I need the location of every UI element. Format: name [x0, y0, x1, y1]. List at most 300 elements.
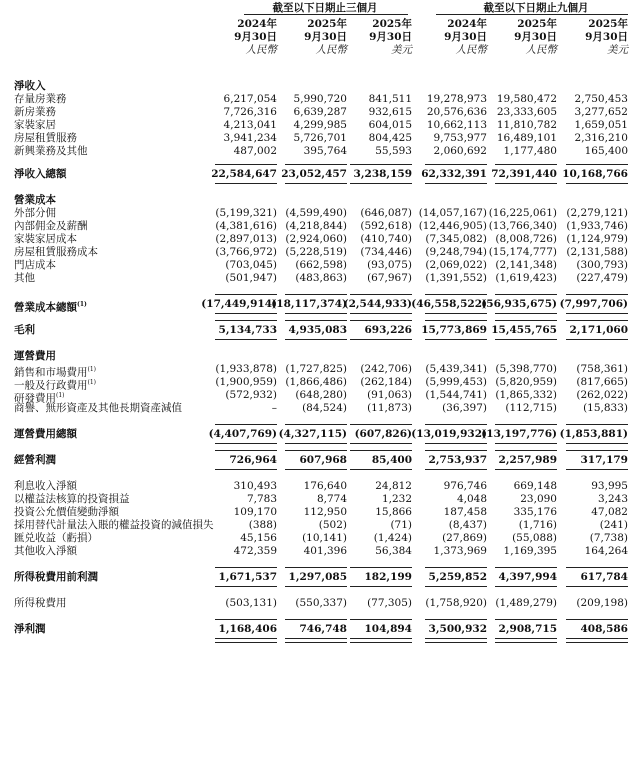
total-rule	[425, 443, 487, 444]
subtotal-rule	[495, 294, 557, 295]
cell-value: 932,615	[368, 106, 412, 118]
total-rule	[215, 183, 277, 184]
total-rule	[566, 469, 628, 470]
total-rule	[566, 586, 628, 587]
subtotal-rule	[350, 619, 412, 620]
cell-value: 7,783	[246, 493, 277, 505]
cell-value: (77,305)	[367, 597, 412, 609]
subtotal-rule	[215, 294, 277, 295]
cell-value: 804,425	[368, 132, 412, 144]
cell-value: (8,008,726)	[495, 233, 557, 245]
total-rule	[285, 443, 347, 444]
table-row	[0, 545, 640, 558]
table-row	[0, 233, 640, 246]
cell-value: (388)	[248, 519, 277, 531]
cell-value: (262,022)	[576, 389, 628, 401]
subtotal-rule	[566, 320, 628, 321]
cell-value: 85,400	[371, 454, 412, 466]
total-rule	[566, 183, 628, 184]
column-date: 9月30日	[234, 31, 277, 43]
cell-value: (1,866,486)	[285, 376, 347, 388]
cell-value: 2,060,692	[433, 145, 487, 157]
cell-value: (15,833)	[583, 402, 628, 414]
total-rule	[495, 339, 557, 340]
group-header-nine-months: 截至以下日期止九個月	[483, 2, 589, 14]
cell-value: 22,584,647	[211, 168, 277, 180]
table-row	[0, 532, 640, 545]
cell-value: 182,199	[364, 571, 412, 583]
row-label: 採用替代計量法入賬的權益投資的減值損失	[14, 519, 214, 531]
cell-value: 5,726,701	[293, 132, 347, 144]
subtotal-rule	[285, 619, 347, 620]
cell-value: (2,544,933)	[343, 298, 412, 310]
subtotal-rule	[285, 164, 347, 165]
subtotal-rule	[215, 619, 277, 620]
cell-value: (662,598)	[295, 259, 347, 271]
cell-value: (56,935,675)	[481, 298, 557, 310]
row-label: 運營費用	[14, 350, 56, 362]
total-rule	[350, 313, 412, 314]
row-label: 利息收入淨額	[14, 480, 77, 492]
subtotal-rule	[495, 619, 557, 620]
column-header-5	[495, 18, 557, 57]
subtotal-rule	[215, 424, 277, 425]
footnote-marker: (1)	[87, 366, 96, 373]
table-row	[0, 272, 640, 285]
column-header-2	[285, 18, 347, 57]
cell-value: 23,090	[520, 493, 557, 505]
cell-value: (46,558,522)	[411, 298, 487, 310]
total-rule	[495, 313, 557, 314]
cell-value: (1,489,279)	[495, 597, 557, 609]
cell-value: 2,257,989	[498, 454, 557, 466]
cell-value: 3,500,932	[428, 623, 487, 635]
cell-value: 1,659,051	[574, 119, 628, 131]
cell-value: (7,738)	[589, 532, 628, 544]
cell-value: (13,766,340)	[488, 220, 557, 232]
table-row	[0, 207, 640, 220]
cell-value: 5,259,852	[428, 571, 487, 583]
cell-value: (12,446,905)	[418, 220, 487, 232]
group-rule-three-months	[244, 14, 408, 15]
cell-value: (13,019,932)	[411, 428, 487, 440]
total-rule	[285, 638, 347, 643]
cell-value: 6,217,054	[223, 93, 277, 105]
column-date: 9月30日	[514, 31, 557, 43]
cell-value: 604,015	[368, 119, 412, 131]
total-rule	[425, 469, 487, 470]
total-rule	[566, 638, 628, 643]
cell-value: (1,933,878)	[215, 363, 277, 375]
subtotal-rule	[495, 320, 557, 321]
total-row	[0, 623, 640, 636]
subtotal-rule	[285, 424, 347, 425]
total-rule	[350, 469, 412, 470]
cell-value: (2,069,022)	[425, 259, 487, 271]
cell-value: (17,449,914)	[201, 298, 277, 310]
cell-value: 5,134,733	[218, 324, 277, 336]
cell-value: (1,544,741)	[425, 389, 487, 401]
total-row	[0, 428, 640, 441]
column-year: 2024年	[447, 18, 487, 30]
table-row	[0, 480, 640, 493]
table-row	[0, 389, 640, 405]
cell-value: –	[271, 402, 277, 414]
cell-value: 487,002	[233, 145, 277, 157]
subtotal-rule	[285, 320, 347, 321]
column-year: 2024年	[237, 18, 277, 30]
subtotal-rule	[566, 567, 628, 568]
cell-value: (550,337)	[295, 597, 347, 609]
cell-value: 2,750,453	[574, 93, 628, 105]
cell-value: 47,082	[591, 506, 628, 518]
cell-value: (4,327,115)	[278, 428, 347, 440]
cell-value: 1,169,395	[503, 545, 557, 557]
total-rule	[495, 443, 557, 444]
row-label: 所得稅費用	[14, 597, 67, 609]
footnote-marker: (1)	[77, 301, 87, 308]
column-header-1	[215, 18, 277, 57]
cell-value: (5,439,341)	[425, 363, 487, 375]
cell-value: 24,812	[375, 480, 412, 492]
cell-value: (2,279,121)	[566, 207, 628, 219]
total-rule	[285, 586, 347, 587]
subtotal-rule	[425, 320, 487, 321]
row-label: 營業成本	[14, 194, 56, 206]
row-label: 淨收入總額	[14, 168, 67, 180]
cell-value: 9,753,977	[433, 132, 487, 144]
footnote-marker: (1)	[87, 379, 96, 386]
cell-value: 20,576,636	[426, 106, 487, 118]
row-label: 其他	[14, 272, 35, 284]
cell-value: (1,727,825)	[285, 363, 347, 375]
row-label: 淨收入	[14, 80, 46, 92]
cell-value: (758,361)	[576, 363, 628, 375]
cell-value: 669,148	[513, 480, 557, 492]
cell-value: (2,897,013)	[215, 233, 277, 245]
total-rule	[285, 183, 347, 184]
cell-value: 401,396	[303, 545, 347, 557]
cell-value: (1,619,423)	[495, 272, 557, 284]
table-row	[0, 402, 640, 415]
total-rule	[215, 339, 277, 340]
cell-value: (817,665)	[576, 376, 628, 388]
cell-value: (648,280)	[295, 389, 347, 401]
cell-value: 726,964	[229, 454, 277, 466]
cell-value: (1,424)	[373, 532, 412, 544]
cell-value: (1,865,332)	[495, 389, 557, 401]
row-label: 房屋租賃服務成本	[14, 246, 98, 258]
subtotal-rule	[350, 424, 412, 425]
cell-value: (67,967)	[367, 272, 412, 284]
total-rule	[215, 313, 277, 314]
cell-value: 335,176	[513, 506, 557, 518]
cell-value: 165,400	[584, 145, 628, 157]
subtotal-rule	[495, 424, 557, 425]
cell-value: 8,774	[316, 493, 347, 505]
cell-value: 164,264	[584, 545, 628, 557]
cell-value: (1,758,920)	[425, 597, 487, 609]
cell-value: 3,277,652	[574, 106, 628, 118]
cell-value: 2,316,210	[574, 132, 628, 144]
subtotal-rule	[350, 320, 412, 321]
cell-value: 1,232	[381, 493, 412, 505]
table-row	[0, 376, 640, 392]
subtotal-rule	[566, 450, 628, 451]
row-label: 內部佣金及薪酬	[14, 220, 88, 232]
cell-value: (209,198)	[576, 597, 628, 609]
cell-value: 4,048	[456, 493, 487, 505]
cell-value: 746,748	[299, 623, 347, 635]
cell-value: (8,437)	[448, 519, 487, 531]
cell-value: 16,489,101	[496, 132, 557, 144]
total-rule	[425, 586, 487, 587]
subtotal-rule	[425, 164, 487, 165]
cell-value: (4,381,616)	[215, 220, 277, 232]
cell-value: (5,398,770)	[495, 363, 557, 375]
cell-value: (503,131)	[225, 597, 277, 609]
total-rule	[215, 443, 277, 444]
cell-value: (9,248,794)	[425, 246, 487, 258]
total-rule	[425, 183, 487, 184]
cell-value: 15,455,765	[491, 324, 557, 336]
cell-value: (18,117,374)	[271, 298, 347, 310]
subtotal-rule	[285, 567, 347, 568]
row-label: 投資公允價值變動淨額	[14, 506, 119, 518]
column-date: 9月30日	[444, 31, 487, 43]
total-rule	[215, 469, 277, 470]
column-year: 2025年	[517, 18, 557, 30]
column-currency: 人民幣	[455, 44, 487, 56]
cell-value: 4,397,994	[498, 571, 557, 583]
cell-value: (501,947)	[225, 272, 277, 284]
row-label: 家裝家居	[14, 119, 56, 131]
column-year: 2025年	[372, 18, 412, 30]
cell-value: (483,863)	[295, 272, 347, 284]
column-header-4	[425, 18, 487, 57]
subtotal-rule	[495, 164, 557, 165]
cell-value: (84,524)	[302, 402, 347, 414]
cell-value: 693,226	[364, 324, 412, 336]
row-label: 銷售和市場費用$^{(1)}$	[14, 366, 96, 379]
cell-value: (11,873)	[367, 402, 412, 414]
total-rule	[425, 638, 487, 643]
row-label: 經營利潤	[14, 454, 56, 466]
subtotal-rule	[215, 320, 277, 321]
total-rule	[350, 443, 412, 444]
cell-value: (1,716)	[518, 519, 557, 531]
cell-value: 187,458	[443, 506, 487, 518]
cell-value: 1,297,085	[288, 571, 347, 583]
column-date: 9月30日	[369, 31, 412, 43]
subtotal-rule	[495, 450, 557, 451]
cell-value: (1,124,979)	[566, 233, 628, 245]
row-label: 存量房業務	[14, 93, 67, 105]
cell-value: (4,599,490)	[285, 207, 347, 219]
column-header-6	[566, 18, 628, 57]
cell-value: 2,908,715	[498, 623, 557, 635]
cell-value: 4,213,041	[223, 119, 277, 131]
cell-value: 2,171,060	[569, 324, 628, 336]
total-rule	[495, 183, 557, 184]
total-rule	[566, 313, 628, 314]
cell-value: 408,586	[580, 623, 628, 635]
cell-value: 112,950	[303, 506, 347, 518]
cell-value: (10,141)	[302, 532, 347, 544]
subtotal-rule	[425, 450, 487, 451]
cell-value: (592,618)	[360, 220, 412, 232]
subtotal-rule	[425, 619, 487, 620]
cell-value: (3,766,972)	[215, 246, 277, 258]
cell-value: 62,332,391	[421, 168, 487, 180]
table-row	[0, 132, 640, 145]
total-row	[0, 324, 640, 337]
row-label: 其他收入淨額	[14, 545, 77, 557]
cell-value: 3,941,234	[223, 132, 277, 144]
total-rule	[350, 586, 412, 587]
cell-value: 3,238,159	[353, 168, 412, 180]
total-rule	[215, 586, 277, 587]
cell-value: 15,773,869	[421, 324, 487, 336]
cell-value: (27,869)	[442, 532, 487, 544]
cell-value: 176,640	[303, 480, 347, 492]
subtotal-rule	[285, 294, 347, 295]
row-label: 商譽、無形資產及其他長期資產減值	[14, 402, 182, 414]
table-row	[0, 493, 640, 506]
column-currency: 人民幣	[245, 44, 277, 56]
subtotal-rule	[566, 294, 628, 295]
subtotal-rule	[566, 424, 628, 425]
cell-value: (15,174,777)	[488, 246, 557, 258]
cell-value: 4,935,083	[288, 324, 347, 336]
cell-value: 6,639,287	[293, 106, 347, 118]
subtotal-rule	[425, 294, 487, 295]
subtotal-rule	[215, 450, 277, 451]
cell-value: (5,199,321)	[215, 207, 277, 219]
cell-value: (1,933,746)	[566, 220, 628, 232]
column-date: 9月30日	[585, 31, 628, 43]
total-rule	[495, 638, 557, 643]
row-label: 以權益法核算的投資損益	[14, 493, 130, 505]
table-row	[0, 106, 640, 119]
cell-value: 472,359	[233, 545, 277, 557]
subtotal-rule	[285, 450, 347, 451]
column-header-3	[350, 18, 412, 57]
cell-value: (55,088)	[512, 532, 557, 544]
section-heading	[0, 80, 640, 93]
total-rule	[350, 339, 412, 340]
cell-value: 1,373,969	[433, 545, 487, 557]
section-heading	[0, 350, 640, 363]
cell-value: (1,391,552)	[425, 272, 487, 284]
subtotal-rule	[215, 164, 277, 165]
cell-value: (703,045)	[225, 259, 277, 271]
table-row	[0, 363, 640, 379]
cell-value: (410,740)	[360, 233, 412, 245]
row-label: 營業成本總額$^{(1)}$	[14, 301, 87, 314]
total-rule	[495, 586, 557, 587]
cell-value: (572,932)	[225, 389, 277, 401]
section-heading	[0, 194, 640, 207]
column-year: 2025年	[307, 18, 347, 30]
cell-value: 11,810,782	[496, 119, 557, 131]
cell-value: 4,299,985	[293, 119, 347, 131]
cell-value: (262,184)	[360, 376, 412, 388]
cell-value: (13,197,776)	[481, 428, 557, 440]
footnote-marker: (1)	[56, 392, 65, 399]
cell-value: (5,999,453)	[425, 376, 487, 388]
group-rule-nine-months	[436, 14, 628, 15]
cell-value: 55,593	[375, 145, 412, 157]
row-label: 匯兑收益（虧損）	[14, 532, 98, 544]
cell-value: (93,075)	[367, 259, 412, 271]
table-row	[0, 519, 640, 532]
cell-value: 15,866	[375, 506, 412, 518]
cell-value: (5,820,959)	[495, 376, 557, 388]
cell-value: 976,746	[443, 480, 487, 492]
row-label: 毛利	[14, 324, 35, 336]
table-header	[0, 0, 640, 80]
total-row	[0, 571, 640, 584]
column-currency: 美元	[607, 44, 628, 56]
cell-value: (71)	[390, 519, 412, 531]
cell-value: (2,924,060)	[285, 233, 347, 245]
cell-value: 1,168,406	[218, 623, 277, 635]
cell-value: 7,726,316	[223, 106, 277, 118]
cell-value: 10,662,113	[426, 119, 487, 131]
cell-value: (4,218,844)	[285, 220, 347, 232]
table-row	[0, 259, 640, 272]
subtotal-rule	[566, 619, 628, 620]
cell-value: 5,990,720	[293, 93, 347, 105]
cell-value: (91,063)	[367, 389, 412, 401]
cell-value: (5,228,519)	[285, 246, 347, 258]
subtotal-rule	[425, 424, 487, 425]
total-rule	[350, 183, 412, 184]
cell-value: 56,384	[375, 545, 412, 557]
column-currency: 美元	[391, 44, 412, 56]
subtotal-rule	[350, 164, 412, 165]
subtotal-rule	[495, 567, 557, 568]
row-label: 新房業務	[14, 106, 56, 118]
cell-value: 19,278,973	[426, 93, 487, 105]
cell-value: 617,784	[580, 571, 628, 583]
cell-value: (7,345,082)	[425, 233, 487, 245]
cell-value: 23,333,605	[496, 106, 557, 118]
cell-value: (14,057,167)	[418, 207, 487, 219]
cell-value: 317,179	[580, 454, 628, 466]
row-label: 房屋租賃服務	[14, 132, 77, 144]
row-label: 所得稅費用前利潤	[14, 571, 98, 583]
cell-value: (241)	[599, 519, 628, 531]
column-currency: 人民幣	[525, 44, 557, 56]
table-row	[0, 93, 640, 106]
total-rule	[495, 469, 557, 470]
table-row	[0, 145, 640, 158]
total-rule	[285, 313, 347, 314]
row-label: 一般及行政費用$^{(1)}$	[14, 379, 96, 392]
group-header-three-months: 截至以下日期止三個月	[272, 2, 378, 14]
total-rule	[566, 443, 628, 444]
total-rule	[285, 339, 347, 340]
row-label: 家裝家居成本	[14, 233, 77, 245]
table-row	[0, 246, 640, 259]
total-rule	[215, 638, 277, 643]
cell-value: (646,087)	[360, 207, 412, 219]
cell-value: (1,900,959)	[215, 376, 277, 388]
row-label: 外部分佣	[14, 207, 56, 219]
subtotal-rule	[350, 567, 412, 568]
